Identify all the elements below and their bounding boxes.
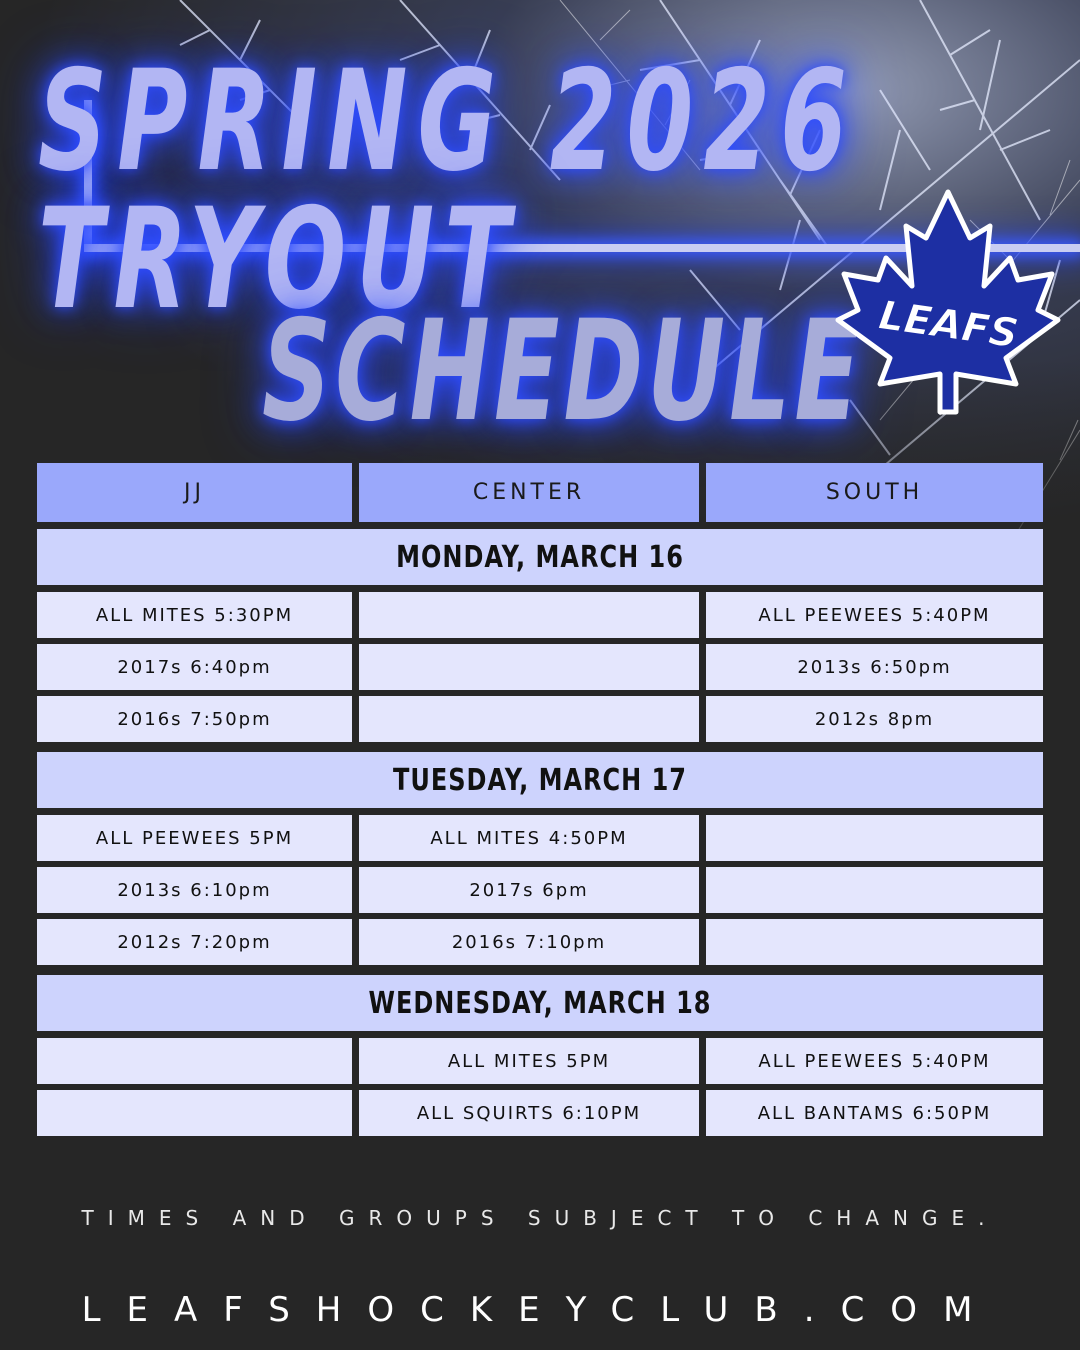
schedule-cell	[37, 1090, 352, 1136]
schedule-cell	[359, 696, 699, 742]
day-label: WEDNESDAY, MARCH 18	[368, 985, 712, 1021]
schedule-cell: ALL BANTAMS 6:50PM	[706, 1090, 1043, 1136]
logo-text: LEAFS	[875, 292, 1021, 358]
schedule-cell	[359, 592, 699, 638]
schedule-cell: 2017s 6pm	[359, 867, 699, 913]
schedule-cell: 2016s 7:50pm	[37, 696, 352, 742]
day-label: MONDAY, MARCH 16	[396, 539, 684, 575]
schedule-cell: ALL PEEWEES 5:40PM	[706, 592, 1043, 638]
schedule-notice: TIMES AND GROUPS SUBJECT TO CHANGE.	[81, 1206, 999, 1230]
schedule-cell: ALL MITES 5PM	[359, 1038, 699, 1084]
title-line-tryout: TRYOUT	[38, 178, 520, 341]
title-line-spring: SPRING 2026	[38, 40, 857, 203]
day-header	[37, 975, 1043, 1031]
schedule-cell	[706, 867, 1043, 913]
schedule-cell: 2013s 6:10pm	[37, 867, 352, 913]
schedule-cell	[706, 919, 1043, 965]
column-header-0: JJ	[37, 463, 352, 522]
day-header	[37, 529, 1043, 585]
schedule-cell: ALL MITES 5:30PM	[37, 592, 352, 638]
schedule-cell: ALL PEEWEES 5PM	[37, 815, 352, 861]
schedule-cell	[706, 815, 1043, 861]
day-header	[37, 752, 1043, 808]
schedule-cell: 2017s 6:40pm	[37, 644, 352, 690]
schedule-cell: ALL PEEWEES 5:40PM	[706, 1038, 1043, 1084]
schedule-cell: ALL MITES 4:50PM	[359, 815, 699, 861]
schedule-cell: ALL SQUIRTS 6:10PM	[359, 1090, 699, 1136]
schedule-cell	[359, 644, 699, 690]
schedule-cell: 2012s 7:20pm	[37, 919, 352, 965]
schedule-cell: 2012s 8pm	[706, 696, 1043, 742]
schedule-cell	[37, 1038, 352, 1084]
leafs-logo	[826, 186, 1070, 422]
website-link[interactable]: LEAFSHOCKEYCLUB.COM	[81, 1290, 999, 1330]
day-label: TUESDAY, MARCH 17	[392, 762, 687, 798]
title-line-schedule: SCHEDULE	[262, 290, 864, 453]
column-header-1: CENTER	[359, 463, 699, 522]
schedule-cell: 2013s 6:50pm	[706, 644, 1043, 690]
column-header-2: SOUTH	[706, 463, 1043, 522]
schedule-cell: 2016s 7:10pm	[359, 919, 699, 965]
